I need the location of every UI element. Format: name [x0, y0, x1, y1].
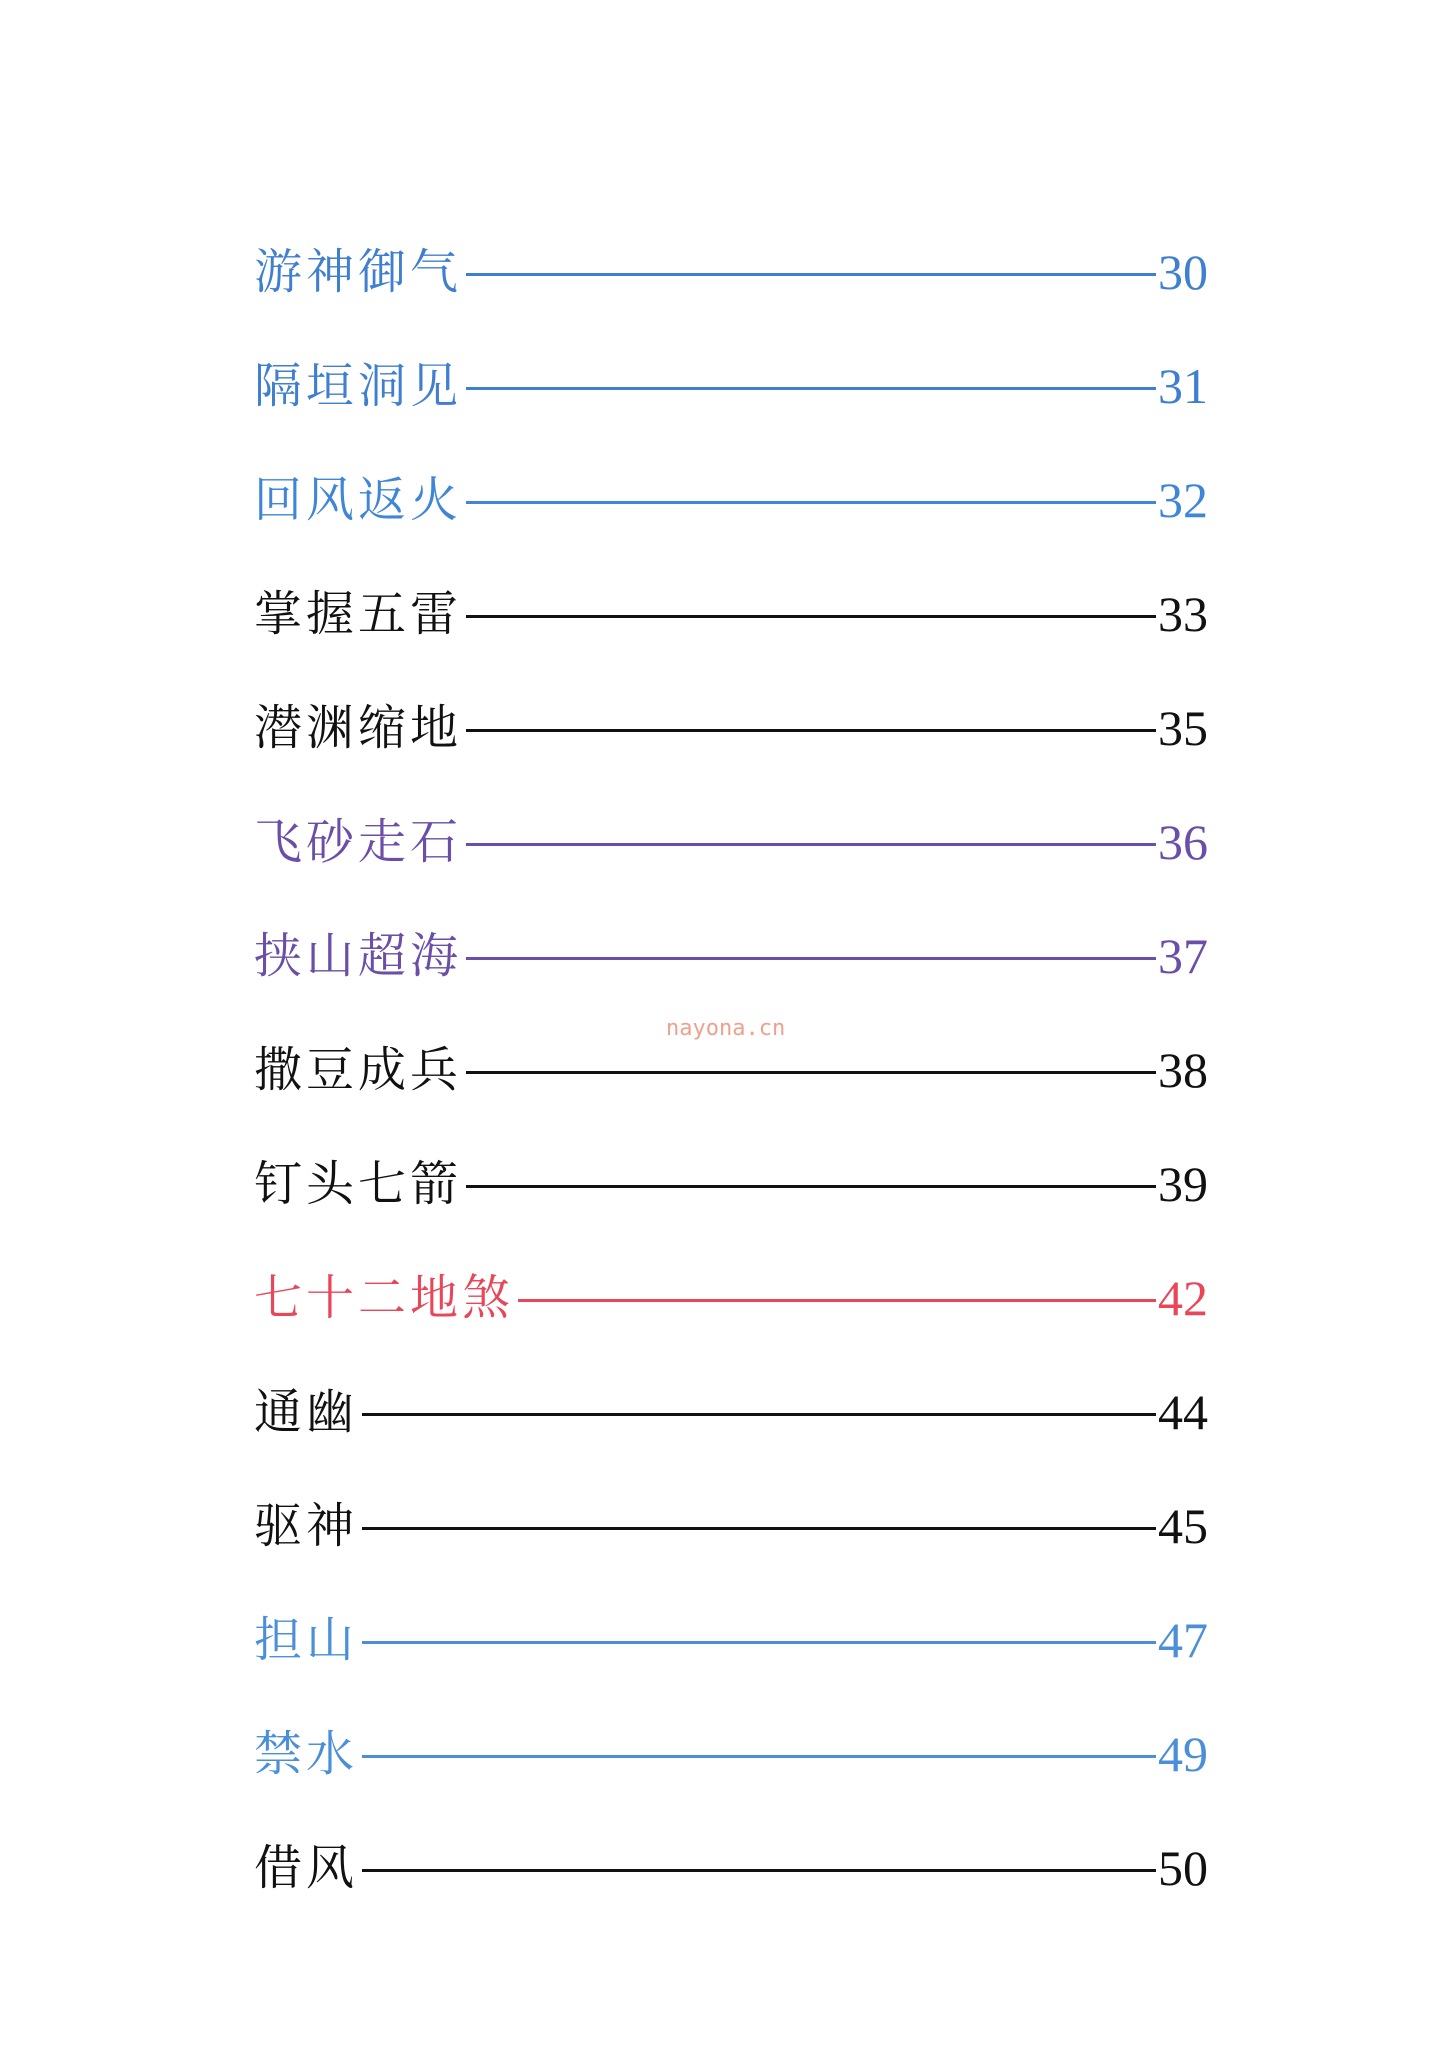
toc-entry-title: 担山: [254, 1612, 359, 1668]
toc-entry-page-number: 33: [1158, 586, 1208, 642]
toc-entry[interactable]: [254, 443, 1208, 557]
toc-entry[interactable]: [254, 1241, 1208, 1355]
toc-entry[interactable]: [254, 1469, 1208, 1583]
toc-entry-title: 通幽: [254, 1384, 359, 1440]
toc-leader-line: [518, 1299, 1156, 1302]
toc-entry[interactable]: [254, 1127, 1208, 1241]
toc-entry[interactable]: [254, 1811, 1208, 1925]
toc-leader-line: [466, 1071, 1156, 1074]
toc-entry-title: 游神御气: [254, 244, 463, 300]
toc-entry-title: 借风: [254, 1840, 359, 1896]
toc-entry[interactable]: [254, 557, 1208, 671]
toc-entry-page-number: 50: [1158, 1840, 1208, 1896]
toc-leader-line: [362, 1755, 1156, 1758]
toc-entry-title: 禁水: [254, 1726, 359, 1782]
toc-entry[interactable]: [254, 785, 1208, 899]
toc-entry[interactable]: [254, 215, 1208, 329]
toc-leader-line: [466, 501, 1156, 504]
toc-entry-title: 挟山超海: [254, 928, 463, 984]
toc-entry-title: 飞砂走石: [254, 814, 463, 870]
toc-entry-page-number: 30: [1158, 244, 1208, 300]
toc-entry-page-number: 45: [1158, 1498, 1208, 1554]
table-of-contents: [254, 215, 1208, 1925]
toc-entry-page-number: 36: [1158, 814, 1208, 870]
toc-leader-line: [362, 1527, 1156, 1530]
toc-entry-title: 七十二地煞: [254, 1270, 515, 1326]
toc-entry-title: 钉头七箭: [254, 1156, 463, 1212]
toc-entry-page-number: 42: [1158, 1270, 1208, 1326]
toc-entry[interactable]: [254, 1583, 1208, 1697]
toc-leader-line: [466, 615, 1156, 618]
toc-leader-line: [362, 1869, 1156, 1872]
toc-leader-line: [466, 729, 1156, 732]
toc-entry-title: 回风返火: [254, 472, 463, 528]
toc-leader-line: [466, 387, 1156, 390]
toc-entry-page-number: 31: [1158, 358, 1208, 414]
toc-leader-line: [466, 957, 1156, 960]
toc-entry[interactable]: [254, 1355, 1208, 1469]
toc-leader-line: [362, 1641, 1156, 1644]
toc-entry-page-number: 37: [1158, 928, 1208, 984]
toc-entry-page-number: 32: [1158, 472, 1208, 528]
toc-entry-page-number: 38: [1158, 1042, 1208, 1098]
toc-entry[interactable]: [254, 329, 1208, 443]
toc-entry-page-number: 47: [1158, 1612, 1208, 1668]
toc-leader-line: [466, 273, 1156, 276]
toc-entry-title: 隔垣洞见: [254, 358, 463, 414]
toc-entry-page-number: 49: [1158, 1726, 1208, 1782]
toc-leader-line: [362, 1413, 1156, 1416]
toc-leader-line: [466, 1185, 1156, 1188]
toc-entry[interactable]: [254, 1697, 1208, 1811]
watermark: nayona.cn: [666, 1016, 786, 1041]
toc-entry-page-number: 44: [1158, 1384, 1208, 1440]
toc-entry-title: 潜渊缩地: [254, 700, 463, 756]
toc-entry-title: 驱神: [254, 1498, 359, 1554]
toc-entry[interactable]: [254, 671, 1208, 785]
toc-entry-title: 撒豆成兵: [254, 1042, 463, 1098]
toc-entry-page-number: 39: [1158, 1156, 1208, 1212]
toc-entry-page-number: 35: [1158, 700, 1208, 756]
toc-entry[interactable]: [254, 899, 1208, 1013]
toc-entry-title: 掌握五雷: [254, 586, 463, 642]
toc-leader-line: [466, 843, 1156, 846]
